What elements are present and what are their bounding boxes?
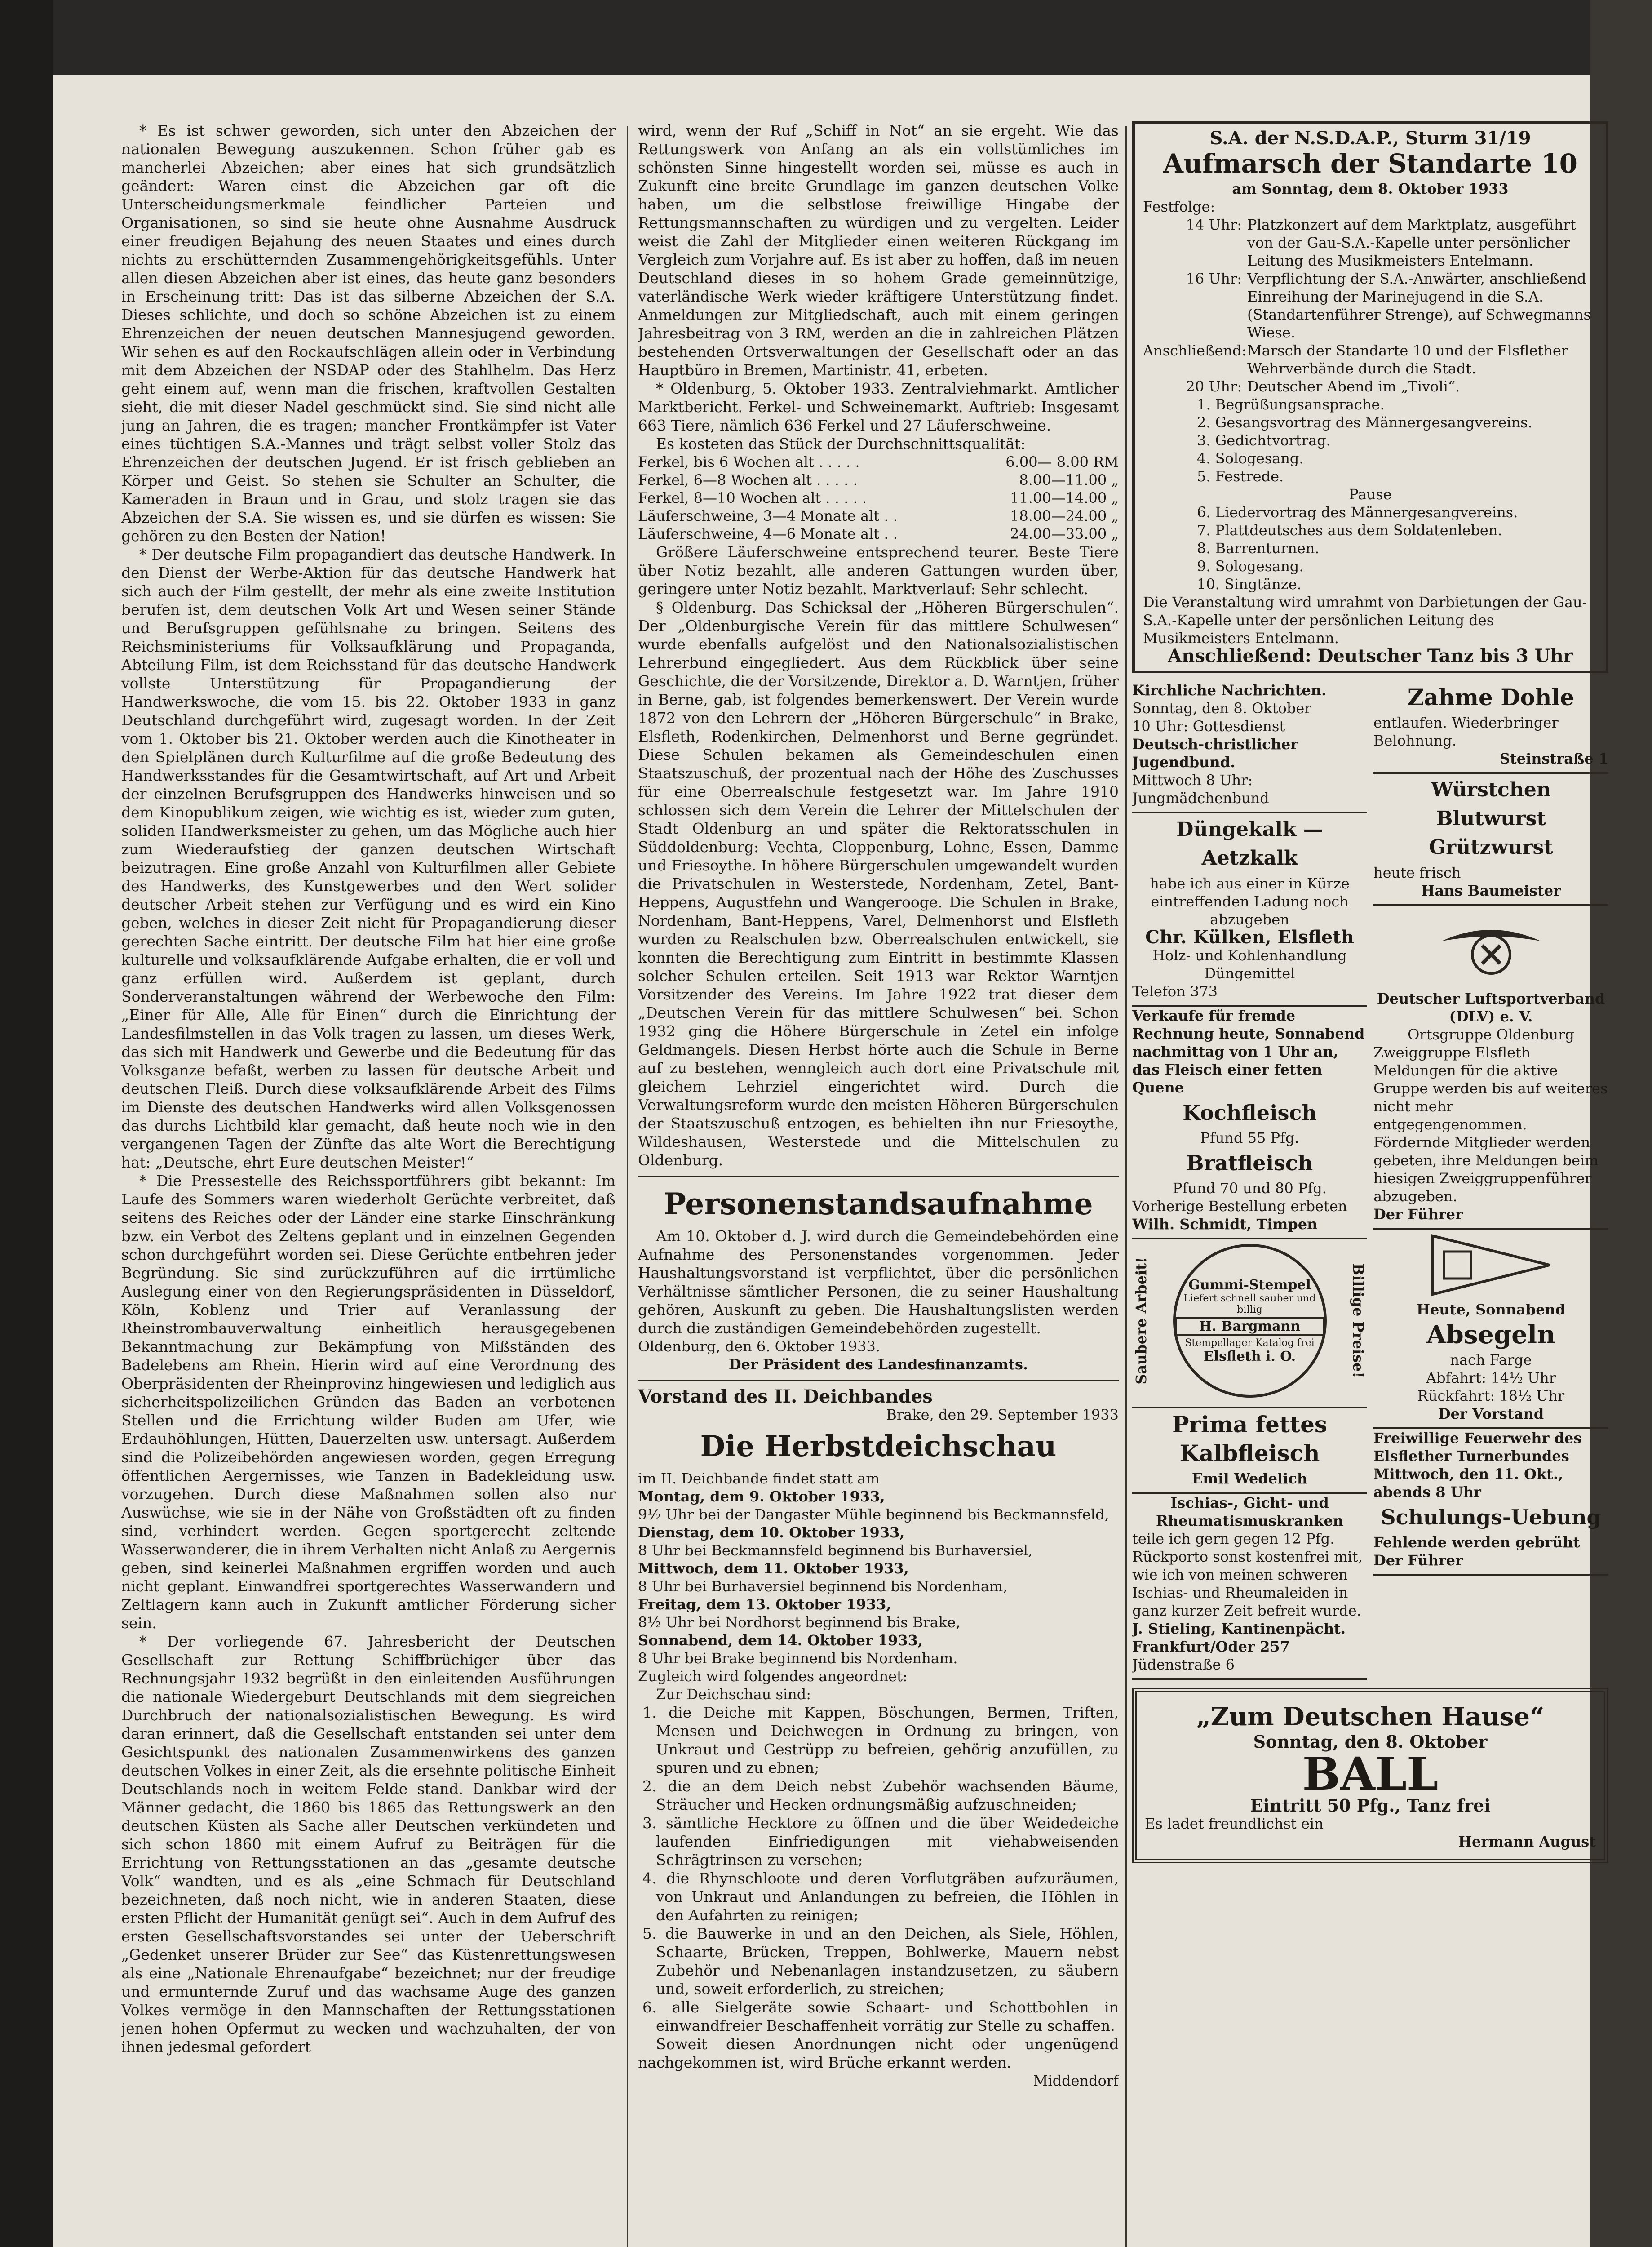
price-value: 24.00—33.00 „ [1010, 525, 1119, 542]
column-1 [121, 121, 616, 2247]
sa-program-item: 2. Gesangsvortrag des Männergesangvereins. [1197, 414, 1532, 431]
segel-c: Abfahrt: 14½ Uhr [1426, 1369, 1556, 1386]
deich-zug: Zugleich wird folgendes angeordnet: [638, 1668, 908, 1685]
deich-item: 2. die an dem Deich nebst Zubehör wachsenden Bäume, Sträucher und Hecken ordnungsmäßig aufzuschneiden; [642, 1777, 1119, 1813]
ball-ad [1132, 1688, 1608, 1863]
ad-title: Personenstandsaufnahme [664, 1186, 1093, 1221]
deich-intro: im II. Deichbande findet statt am [638, 1470, 880, 1487]
dohle-ad [1373, 683, 1608, 774]
deich-date-title: Dienstag, dem 10. Oktober 1933, [638, 1524, 905, 1541]
divider [638, 1176, 1119, 1177]
kalk-ad [1132, 815, 1367, 1007]
price-table [638, 453, 1119, 543]
ball-date: Sonntag, den 8. Oktober [1253, 1732, 1488, 1752]
luft-sub-2: Zweiggruppe Elsfleth [1373, 1044, 1531, 1061]
brat-price: Pfund 70 und 80 Pfg. [1173, 1180, 1327, 1197]
fleisch-ad [1132, 1007, 1367, 1239]
kalb-title: Prima fettes Kalbfleisch [1172, 1411, 1328, 1466]
article-sa-abzeichen: * Es ist schwer geworden, sich unter den Abzeichen der nationalen Bewegung auszukennen. Schon früher gab es mancherlei Abzeichen; aber eines hat sich grundsätzlich geändert: Waren einst die Abzeichen gar oft die Unterscheidungsmerkmale feindlicher Parteien und Organisationen, so sind sie heute ohne Ausnahme Ausdruck einer freudigen Bejahung des neuen Staates und eines durch nichts zu erschütternden Zusammengehörigkeitsgefühls. Unter allen diesen Abzeichen aber ist eines, das heute ganz besonders in Erscheinung tritt: Das ist das silberne Abzeichen der S.A. Dieses schlichte, und doch so schöne Abzeichen ist zu einem Ehrenzeichen der neuen deutschen Mannesjugend geworden. Wir sehen es auf den Rockaufschlägen allein oder in Verbindung mit dem Abzeichen der NSDAP oder des Stahlhelm. Das Herz geht einem auf, wenn man die frischen, kraftvollen Gestalten sieht, die mit dieser Nadel geschmückt sind. Sie sind nicht alle jung an Jahren, die es tragen; mancher Frontkämpfer ist Vater eines tüchtigen S.A.-Mannes und trägt selbst voller Stolz das Ehrenzeichen der deutschen Jugend. Er ist frisch geblieben an Körper und Geist. So stehen sie Schulter an Schulter, die Kameraden in Braun und in Grau, und stolz tragen sie das Abzeichen der S.A. Sie wissen es, und sie dürfen es wissen: Sie gehören zu den Besten der Nation! [121, 122, 616, 545]
sa-header: S.A. der N.S.D.A.P., Sturm 31/19 [1209, 128, 1531, 149]
sa-item [1143, 377, 1598, 395]
stamp-sub: Stempellager Katalog frei [1185, 1337, 1315, 1349]
price-label: Ferkel, bis 6 Wochen alt . . . . . [638, 453, 860, 471]
article-rettung: * Der vorliegende 67. Jahresbericht der Deutschen Gesellschaft zur Rettung Schiffbrüchiger über das Rechnungsjahr 1932 begrüßt in den einleitenden Ausführungen die nationale Wiedergeburt Deutschlands mit dem siegreichen Durchbruch der nationalsozialistischen Bewegung. Es wird daran erinnert, daß die Gesellschaft entstanden sei unter dem Gesichtspunkt des nationalen Zusammenwirkens des ganzen deutschen Volkes in einer Zeit, als die ersehnte politische Einheit Deutschlands noch in weitem Felde stand. Dankbar wird der Männer gedacht, die 1860 bis 1865 das Rettungswerk an den deutschen Küsten als Sache aller Deutschen verkündeten und sich schon 1860 mit einem Aufruf zu Beiträgen für die Errichtung von Rettungsstationen an das „gesamte deutsche Volk“ wandten, und es als „eine Schmach für Deutschland bezeichneten, daß noch nicht, wie in anderen Staaten, diese ersten Pflicht der Humanität genügt sei“. Auch in dem Aufruf des ersten Gesellschaftsvorstandes sei unter der Ueberschrift „Gedenket unserer Brüder zur See“ das Küstenrettungswesen als eine „Nationale Ehrenaufgabe“ bezeichnet; nur der freudige und ermunternde Zuruf und das wachsame Auge des ganzen Volkes vermöge in den Mannschaften der Rettungsstationen jenen hohen Opfermut zu wecken und wachzuhalten, der von ihnen jedesmal gefordert [121, 1633, 616, 2056]
deich-item: 5. die Bauwerke in und an den Deichen, als Siele, Höhlen, Schaarte, Brücken, Treppen, Bohlwerke, Mauern nebst Zubehör und Nebenanlagen instandzusetzen, zu säubern und, soweit erforderlich, zu streichen; [642, 1925, 1119, 1998]
column-2 [638, 121, 1119, 2247]
luft-text: Meldungen für die aktive Gruppe werden bis auf weiteres nicht mehr entgegengenommen. [1373, 1062, 1608, 1133]
sa-subtitle: am Sonntag, dem 8. Oktober 1933 [1232, 180, 1509, 197]
kalk-text: habe ich aus einer in Kürze eintreffenden Ladung noch abzugeben [1150, 875, 1350, 928]
pennant-icon [1424, 1231, 1559, 1299]
kirch-line: Mittwoch 8 Uhr: Jungmädchenbund [1132, 772, 1269, 807]
luft-sub: Ortsgruppe Oldenburg [1408, 1026, 1574, 1043]
luft-ad [1373, 910, 1608, 1230]
deich-item: 3. sämtliche Hecktore zu öffnen und die über Weidedeiche laufenden Einfriedigungen mit viehabweisenden Schrägtrinsen zu versehen; [642, 1814, 1119, 1869]
kalk-title: Düngekalk — Aetzkalk [1176, 818, 1323, 870]
deich-date-title: Mittwoch, dem 11. Oktober 1933, [638, 1560, 909, 1577]
deich-item: 4. die Rhynschloote und deren Vorflutgräben aufzuräumen, von Unkraut und Anlandungen zu befreien, die Höhlen in den Aufahrten zu reinigen; [642, 1870, 1119, 1924]
luft-title: Deutscher Luftsportverband (DLV) e. V. [1377, 990, 1605, 1025]
sa-item [1143, 342, 1598, 377]
deich-zur: Zur Deichschau sind: [656, 1686, 811, 1703]
ball-price: Eintritt 50 Pfg., Tanz frei [1250, 1795, 1491, 1816]
luft-text-2: Fördernde Mitglieder werden gebeten, ihre Meldungen beim hiesigen Zweiggruppenführer abzugeben. [1373, 1134, 1599, 1205]
luft-signature: Der Führer [1373, 1206, 1463, 1223]
price-value: 11.00—14.00 „ [1010, 489, 1119, 506]
luft-emblem-icon [1437, 910, 1545, 986]
sa-program-2 [1143, 503, 1598, 593]
sa-item-text: Platzkonzert auf dem Marktplatz, ausgeführt von der Gau-S.A.-Kapelle unter persönlicher Leitung des Musikmeisters Entelmann. [1247, 216, 1576, 269]
ad-signature: Der Präsident des Landesfinanzamts. [728, 1356, 1028, 1373]
sa-pause: Pause [1349, 486, 1392, 503]
sa-item-time: Anschließend: [1143, 342, 1247, 359]
deich-signature: Middendorf [1033, 2072, 1119, 2089]
price-value: 8.00—11.00 „ [1019, 471, 1119, 488]
viehmarkt-subhead: Es kosteten das Stück der Durchschnittsqualität: [656, 435, 1026, 453]
ads-right [1373, 681, 1608, 1680]
sa-title: Aufmarsch der Standarte 10 [1163, 148, 1577, 179]
ball-house: „Zum Deutschen Hause“ [1196, 1702, 1545, 1732]
sa-item-time: 14 Uhr: [1186, 216, 1242, 233]
sa-program-item: 9. Sologesang. [1197, 558, 1304, 575]
sa-end: Anschließend: Deutscher Tanz bis 3 Uhr [1168, 645, 1573, 666]
column-rule [627, 126, 628, 2247]
feu-title: Freiwillige Feuerwehr des Elsflether Turnerbundes [1373, 1430, 1582, 1465]
fleisch-intro: Verkaufe für fremde Rechnung heute, Sonnabend nachmittag von 1 Uhr an, das Fleisch einer fetten Quene [1132, 1007, 1365, 1096]
deich-date-text: 8½ Uhr bei Nordhorst beginnend bis Brake, [638, 1614, 961, 1631]
sa-program-item: 1. Begrüßungsansprache. [1197, 396, 1385, 413]
column-rule [1125, 126, 1127, 2247]
price-label: Läuferschweine, 3—4 Monate alt . . [638, 507, 898, 524]
ads-left [1132, 681, 1367, 1680]
ad-date: Oldenburg, den 6. Oktober 1933. [638, 1338, 880, 1355]
sa-program-item: 6. Liedervortrag des Männergesangvereins. [1197, 504, 1518, 521]
sa-program [1143, 395, 1598, 485]
sa-ad [1132, 121, 1608, 673]
kirch-title: Kirchliche Nachrichten. [1132, 682, 1327, 699]
sa-item-text: Deutscher Abend im „Tivoli“. [1247, 378, 1460, 395]
isch-address: Jüdenstraße 6 [1132, 1656, 1235, 1673]
deich-items [638, 1703, 1119, 2035]
price-label: Läuferschweine, 4—6 Monate alt . . [638, 525, 898, 542]
dohle-text: entlaufen. Wiederbringer Belohnung. [1373, 714, 1559, 749]
deich-dates [638, 1488, 1119, 1667]
segel-title: Absegeln [1426, 1320, 1555, 1350]
price-row [638, 453, 1119, 471]
wurst-signature: Hans Baumeister [1421, 882, 1561, 899]
wurst-ad [1373, 776, 1608, 906]
kalb-ad [1132, 1410, 1367, 1494]
price-row [638, 525, 1119, 543]
scan-left-edge [0, 0, 53, 2247]
sa-note: Die Veranstaltung wird umrahmt von Darbietungen der Gau-S.A.-Kapelle unter der persönlichen Leitung des Musikmeisters Entelmann. [1143, 594, 1587, 647]
feuerwehr-ad [1373, 1429, 1608, 1576]
viehmarkt-note: Größere Läuferschweine entsprechend teurer. Beste Tiere über Notiz bezahlt, alle anderen Gattungen wurden über, geringere unter Notiz bezahlt. Marktverlauf: Sehr schlecht. [638, 543, 1119, 598]
deich-end: Soweit diesen Anordnungen nicht oder ungenügend nachgekommen ist, wird Brüche erkannt werden. [638, 2035, 1119, 2071]
stamp-side: Saubere Arbeit! [1133, 1257, 1150, 1385]
deich-date-text: 8 Uhr bei Burhaversiel beginnend bis Nordenham, [638, 1578, 1008, 1595]
deich-date-text: 9½ Uhr bei der Dangaster Mühle beginnend bis Beckmannsfeld, [638, 1506, 1109, 1523]
koch-price: Pfund 55 Pfg. [1200, 1129, 1299, 1146]
segel-a: Heute, Sonnabend [1416, 1301, 1566, 1318]
stamp-top: Gummi-Stempel [1188, 1277, 1311, 1293]
isch-city: Frankfurt/Oder 257 [1132, 1638, 1290, 1655]
segel-d: Rückfahrt: 18½ Uhr [1417, 1387, 1565, 1404]
stamp-city: Elsfleth i. O. [1203, 1349, 1296, 1364]
deich-header: Vorstand des II. Deichbandes [638, 1386, 933, 1407]
sa-item-text: Marsch der Standarte 10 und der Elsflether Wehrverbände durch die Stadt. [1247, 342, 1568, 377]
article-rettung-cont: wird, wenn der Ruf „Schiff in Not“ an sie ergeht. Wie das Rettungswerk von Anfang an als ein vollstümliches im schönsten Sinne hingestellt worden sei, müsse es auch in Zukunft eine breite Grundlage im ganzen deutschen Volke haben, um die selbstlose freiwillige Hingabe der Rettungsmannschaften zu würdigen und zu vergelten. Leider weist die Zahl der Mitglieder einen weiteren Rückgang im Vergleich zum Vorjahre auf. Es ist aber zu hoffen, daß im neuen Deutschland dieses in so hohem Grade gemeinnützige, vaterländische Werk wieder kräftigere Unterstützung findet. Anmeldungen zur Mitgliedschaft, auch mit einem geringen Jahresbeitrag von 3 RM, werden an die in zahlreichen Plätzen bestehenden Ortsverwaltungen der Gesellschaft oder an das Hauptbüro in Bremen, Martinistr. 41, erbeten. [638, 122, 1119, 379]
sa-item-time: 16 Uhr: [1186, 270, 1242, 287]
kalk-tel: Telefon 373 [1132, 983, 1218, 1000]
deich-date-title: Montag, dem 9. Oktober 1933, [638, 1488, 885, 1505]
sa-program-item: 10. Singtänze. [1197, 576, 1302, 593]
ads-grid [1132, 681, 1608, 1680]
kalk-firm: Chr. Külken, Elsfleth [1145, 927, 1354, 948]
fleisch-signature: Wilh. Schmidt, Timpen [1132, 1216, 1318, 1233]
sa-program-item: 4. Sologesang. [1197, 450, 1304, 467]
kalb-signature: Emil Wedelich [1191, 1470, 1308, 1487]
deich-date-text: 8 Uhr bei Beckmannsfeld beginnend bis Burhaversiel, [638, 1542, 1033, 1559]
price-row [638, 471, 1119, 489]
segel-signature: Der Vorstand [1438, 1405, 1544, 1422]
sa-item-text: Verpflichtung der S.A.-Anwärter, anschließend Einreihung der Marinejugend in die S.A. (Standartenführer Strenge), auf Schwegmanns Wiese. [1247, 270, 1591, 341]
ball-invite: Es ladet freundlichst ein [1145, 1815, 1324, 1832]
stamp-side-2: Billige Preise! [1350, 1263, 1367, 1378]
price-row [638, 489, 1119, 507]
kirch-line: 10 Uhr: Gottesdienst [1132, 718, 1285, 735]
deich-date-title: Freitag, dem 13. Oktober 1933, [638, 1596, 891, 1613]
wurst-text: heute frisch [1373, 864, 1461, 881]
isch-title: Ischias-, Gicht- und Rheumatismuskranken [1156, 1494, 1343, 1529]
stamp-name: H. Bargmann [1176, 1317, 1324, 1336]
kirch-line: Deutsch-christlicher Jugendbund. [1132, 736, 1298, 771]
price-value: 6.00— 8.00 RM [1005, 453, 1119, 471]
deich-title: Die Herbstdeichschau [700, 1430, 1057, 1463]
article-zelten: * Die Pressestelle des Reichssportführers gibt bekannt: Im Laufe des Sommers waren wiederholt Gerüchte verbreitet, daß seitens des Reiches oder der Länder eine starke Einschränkung bzw. ein Verbot des Zeltens geplant und in einzelnen Gegenden schon durchgeführt worden sei. Diese Gerüchte entbehren jeder Begründung. Sie sind zurückzuführen auf die irrtümliche Auslegung einer von den Regierungspräsidenten in Düsseldorf, Köln, Koblenz und Trier auf Veranlassung der Rheinstrombauverwaltung einheitlich herausgegebenen Bekanntmachung zur Bekämpfung von Mißständen des Badelebens am Rhein. Hierin wird auf eine Verordnung des Oberpräsidenten der Rheinprovinz hingewiesen und lediglich aus sicherheitspolizeilichen Gründen das Baden an verbotenen Stellen und die Errichtung wilder Buden am Ufer, wie Erdauhöhlungen, Hütten, Dauerzelten usw. untersagt. Außerdem sind die Polizeibehörden angewiesen worden, gegen Erregung öffentlichen Aergernisses, wie Tanzen in Badekleidung usw. vorzugehen. Durch diese Maßnahmen sollen also nur Auswüchse, wie sie in der Nähe von Großstädten oft zu finden sind, verhindert werden. Gegen sportgerecht zeltende Wasserwanderer, die in ihrem Verhalten nicht Anlaß zu Aergernis geben, sind keinerlei Maßnahmen ergriffen worden und auch nicht geplant. Einwandfrei sportgerechtes Wasserwandern und Zeltlagern kann auch in Zukunft amtlicher Förderung sicher sein. [121, 1172, 616, 1632]
isch-ad [1132, 1494, 1367, 1680]
sa-program-item: 5. Festrede. [1197, 468, 1284, 485]
isch-text: teile ich gern gegen 12 Pfg. Rückporto sonst kostenfrei mit, wie ich von meinen schweren Ischias- und Rheumaleiden in ganz kurzer Zeit befreit wurde. [1132, 1530, 1363, 1619]
fleisch-note: Vorherige Bestellung erbeten [1132, 1198, 1347, 1215]
feu-text: Mittwoch, den 11. Okt., abends 8 Uhr [1373, 1465, 1563, 1501]
deich-item: 6. alle Sielgeräte sowie Schaart- und Schottbohlen in einwandfreier Beschaffenheit vorrätig zur Stelle zu schaffen. [642, 1998, 1119, 2034]
price-label: Ferkel, 6—8 Wochen alt . . . . . [638, 471, 858, 488]
sa-item [1143, 216, 1598, 270]
segel-ad [1373, 1231, 1608, 1429]
feu-big: Schulungs-Uebung [1381, 1505, 1601, 1529]
feu-text-2: Fehlende werden gebrüht [1373, 1534, 1580, 1551]
sa-item-time: 20 Uhr: [1186, 378, 1242, 395]
dohle-address: Steinstraße 1 [1499, 750, 1608, 767]
ball-title: BALL [1302, 1747, 1439, 1800]
sa-items [1143, 216, 1598, 395]
deich-date-text: 8 Uhr bei Brake beginnend bis Nordenham. [638, 1650, 958, 1667]
sa-festfolge: Festfolge: [1143, 198, 1215, 215]
sa-program-item: 3. Gedichtvortrag. [1197, 432, 1331, 449]
stamp-ad [1132, 1239, 1367, 1408]
stamp-mid: Liefert schnell sauber und billig [1183, 1293, 1316, 1315]
article-viehmarkt: * Oldenburg, 5. Oktober 1933. Zentralviehmarkt. Amtlicher Marktbericht. Ferkel- und Schweinemarkt. Auftrieb: Insgesamt 663 Tiere, nämlich 636 Ferkel und 27 Läuferschweine. [638, 380, 1119, 434]
isch-signature: J. Stieling, Kantinenpächt. [1132, 1620, 1346, 1637]
feu-signature: Der Führer [1373, 1552, 1463, 1569]
price-label: Ferkel, 8—10 Wochen alt . . . . . [638, 489, 867, 506]
koch-title: Kochfleisch [1183, 1101, 1317, 1125]
deich-item: 1. die Deiche mit Kappen, Böschungen, Bermen, Triften, Mensen und Deichwegen in Ordnung zu bringen, von Unkraut und Gestrüpp zu befreien, gehörig anzufüllen, zu spuren und zu ebnen; [642, 1704, 1119, 1776]
price-value: 18.00—24.00 „ [1010, 507, 1119, 524]
kirch-ad [1132, 681, 1367, 813]
wurst-title: Würstchen Blutwurst Grützwurst [1429, 778, 1553, 859]
price-row [638, 507, 1119, 525]
stamp-logo [1173, 1244, 1327, 1398]
dohle-title: Zahme Dohle [1407, 684, 1575, 711]
ball-signature: Hermann August [1458, 1833, 1596, 1850]
divider [638, 1380, 1119, 1381]
column-3 [1132, 121, 1608, 2247]
deich-date-title: Sonnabend, dem 14. Oktober 1933, [638, 1632, 923, 1649]
kirch-line: Sonntag, den 8. Oktober [1132, 700, 1311, 717]
segel-b: nach Farge [1450, 1351, 1532, 1368]
kalk-sub: Holz- und Kohlenhandlung Düngemittel [1152, 947, 1347, 982]
deich-date: Brake, den 29. September 1933 [886, 1406, 1119, 1423]
sa-program-item: 8. Barrenturnen. [1197, 540, 1320, 557]
brat-title: Bratfleisch [1186, 1151, 1313, 1175]
ad-text: Am 10. Oktober d. J. wird durch die Gemeindebehörden eine Aufnahme des Personenstandes vorgenommen. Jeder Haushaltungsvorstand ist verpflichtet, über die persönlichen Verhältnisse sämtlicher Personen, die zu seiner Haushaltung gehören, Auskunft zu geben. Die Haushaltungslisten werden durch die zuständigen Gemeindebehörden zugestellt. [638, 1227, 1119, 1337]
sa-program-item: 7. Plattdeutsches aus dem Soldatenleben. [1197, 522, 1502, 539]
sa-item [1143, 270, 1598, 342]
article-schule: § Oldenburg. Das Schicksal der „Höheren Bürgerschulen“. Der „Oldenburgische Verein für das mittlere Schulwesen“ wurde ebenfalls aufgelöst und den Nationalsozialistischen Lehrerbund eingegliedert. Aus dem Rückblick über seine Geschichte, die der Vorsitzende, Direktor a. D. Warntjen, früher in Berne, gab, ist folgendes bemerkenswert. Der Verein wurde 1872 von den Lehrern der „Höheren Bürgerschule“ in Brake, Elsfleth, Rodenkirchen, Delmenhorst und Berne gegründet. Diese Schulen bekamen als Gemeindeschulen einen Staatszuschuß, der prozentual nach der Höhe des Zuschusses für eine Oberrealschule festgesetzt war. Im Jahre 1910 schlossen sich dem Verein die Lehrer der Mittelschulen der Stadt Oldenburg an und später die Rektoratsschulen in Süddoldenburg: Vechta, Cloppenburg, Lohne, Essen, Damme und Friesoythe. In höhere Bürgerschulen umgewandelt wurden die Privatschulen in Westerstede, Nordenham, Zetel, Bant-Heppens, Augustfehn und Wangerooge. Die Schulen in Brake, Nordenham, Bant-Heppens, Varel, Delmenhorst und Elsfleth wurden zu Realschulen bzw. Oberrealschulen entwickelt, sie konnten die Berechtigung zum Eintritt in bestimmte Klassen solcher Schulen erteilen. Seit 1913 war Rektor Warntjen Vorsitzender des Vereins. Im Jahre 1922 trat dieser dem „Deutschen Verein für das mittlere Schulwesen“ bei. Schon 1932 ging die Höhere Bürgerschule in Zetel ein infolge Geldmangels. Diesen Herbst hörte auch die Schule in Berne auf zu bestehen, wenngleich auch dort eine Privatschule mit gleichem Lehrziel eingerichtet wird. Durch die Verwaltungsreform wurde den meisten Höheren Bürgerschulen der Staatszuschuß entzogen, es behielten ihn nur Friesoythe, Wildeshausen, Westerstede und die Mittelschulen zu Oldenburg. [638, 599, 1119, 1169]
article-film-handwerk: * Der deutsche Film propagandiert das deutsche Handwerk. In den Dienst der Werbe-Aktion für das deutsche Handwerk hat sich auch der Film gestellt, der mehr als eine zweite Institution berufen ist, dem deutschen Volk Art und Wesen seiner Stände und Berufsgruppen gefühlsnahe zu bringen. Seitens des Reichsministeriums für Volksaufklärung und Propaganda, Abteilung Film, ist dem Reichsstand für das deutsche Handwerk vollste Unterstützung für Propagandierung der Handwerkswoche, die vom 15. bis 22. Oktober 1933 in ganz Deutschland durchgeführt wird, zugesagt worden. In der Zeit vom 1. Oktober bis 21. Oktober werden auch die Kinotheater in den Spielplänen durch Kulturfilme auf die große Bedeutung des Handwerksstandes für die Gesamtwirtschaft, auf Art und Arbeit der einzelnen Berufsgruppen des Handwerks hinweisen und so dem Kinopublikum zeigen, wie wichtig es ist, wieder zum guten, soliden Handwerksmeister zu gehen, um das Mögliche auch hier zum Wiederaufstieg der ganzen deutschen Wirtschaft beizutragen. Eine große Anzahl von Kulturfilmen aller Gebiete des Handwerks, des Kunstgewerbes und den Wert solider deutscher Arbeit stehen zur Verfügung und es wird ein Kino geben, welches in dieser Zeit nicht für Propagandierung dieser gerechten Sache eintritt. Der deutsche Film hat hier eine große kulturelle und volksaufklärende Aufgabe erhalten, die er voll und ganz erfüllen wird. Außerdem ist geplant, durch Sonderveranstaltungen während der Werbewoche den Film: „Einer für Alle, Alle für Einen“ durch die Einrichtung der Landesfilmstellen in das Volk tragen zu lassen, um dieses Werk, das sich mit Handwerk und Gewerbe und die Bedeutung für das Volksganze befaßt, werben zu lassen für deutsche Arbeit und deutschen Fleiß. Durch diese volksaufklärende Arbeit des Films im Dienste des deutschen Handwerks wird allen Volksgenossen das durchs Lichtbild klar gemacht, daß heute noch wie in den vergangenen Tagen der Zünfte das alte Wort die Berechtigung hat: „Deutsche, ehrt Eure deutschen Meister!“ [121, 546, 616, 1171]
